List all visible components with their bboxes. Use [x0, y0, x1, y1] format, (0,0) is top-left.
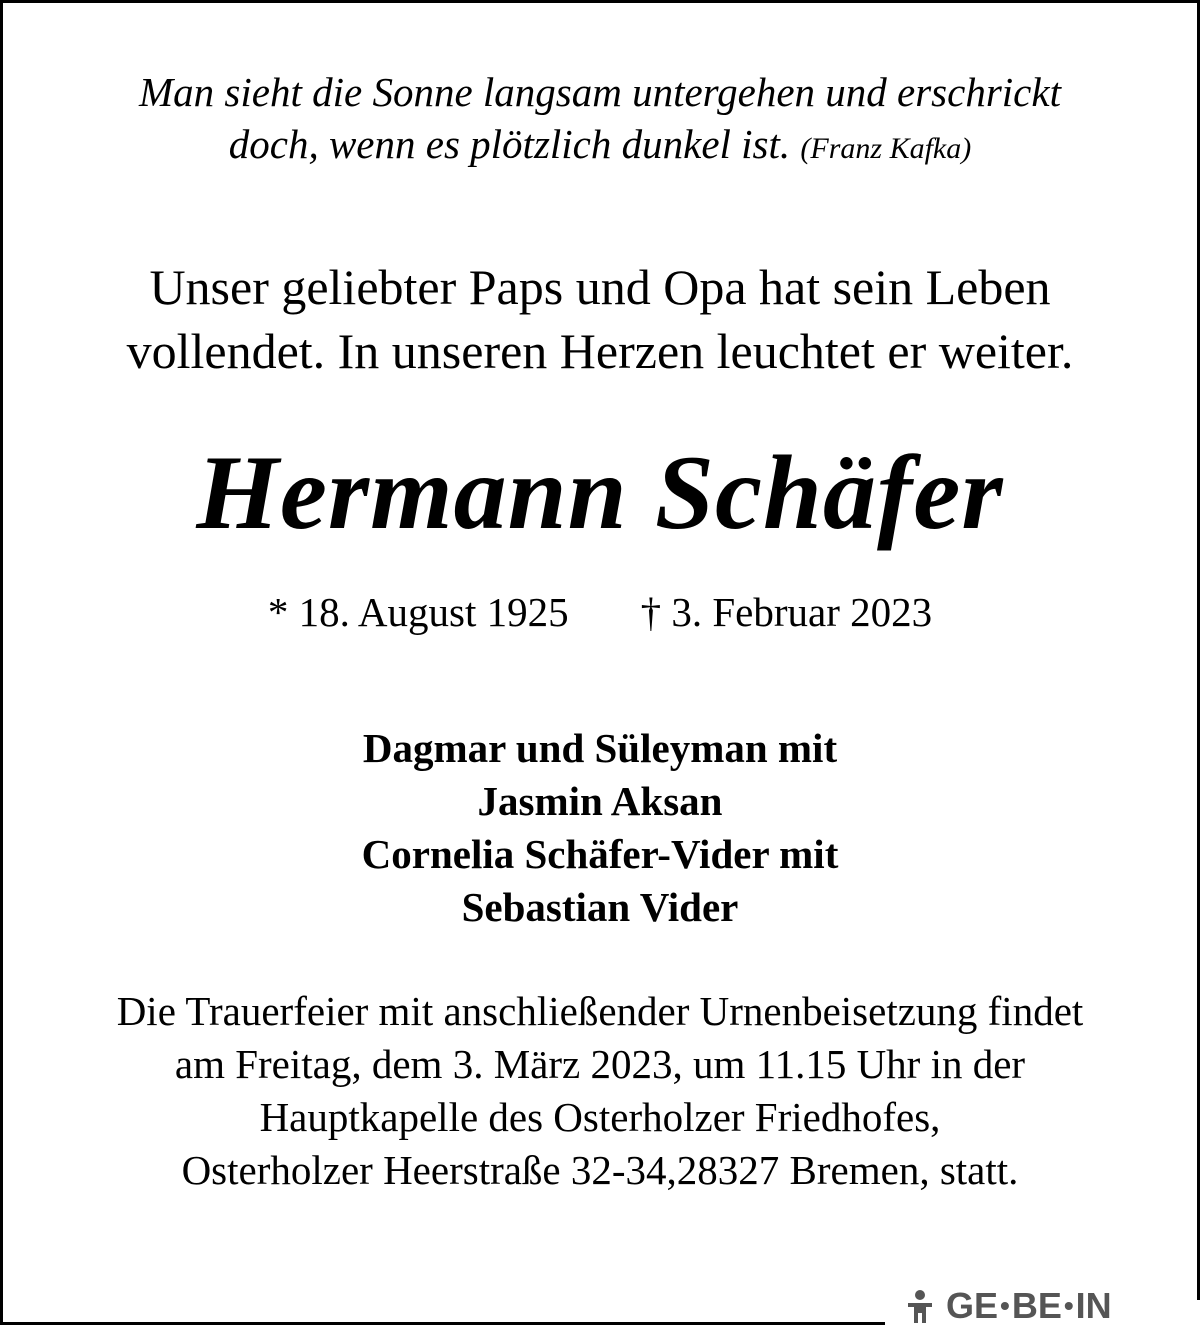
- intro-line-2: vollendet. In unseren Herzen leuchtet er weiter.: [126, 323, 1074, 379]
- intro-line-1: Unser geliebter Paps und Opa hat sein Leben: [149, 259, 1051, 315]
- deceased-name: Hermann Schäfer: [196, 434, 1004, 551]
- death-date: † 3. Februar 2023: [640, 589, 933, 635]
- logo-text-in: IN: [1075, 1285, 1112, 1326]
- quote-text: doch, wenn es plötzlich dunkel ist.: [228, 121, 791, 167]
- family-line: Dagmar und Süleyman mit: [362, 725, 838, 771]
- logo-text-be: BE: [1011, 1285, 1062, 1326]
- service-notice-line: Hauptkapelle des Osterholzer Friedhofes,: [259, 1094, 941, 1140]
- service-notice-line: Osterholzer Heerstraße 32-34,28327 Bremen, statt.: [181, 1147, 1019, 1193]
- quote-line-1: Man sieht die Sonne langsam untergehen und erschrickt: [139, 69, 1061, 115]
- service-notice-line: Die Trauerfeier mit anschließender Urnenbeisetzung findet: [116, 988, 1084, 1034]
- logo-separator: •: [1063, 1290, 1074, 1321]
- family-line: Sebastian Vider: [461, 884, 739, 930]
- logo-text-ge: GE: [946, 1285, 999, 1326]
- logo-separator: •: [1000, 1290, 1010, 1321]
- gebein-logo: [900, 1287, 1112, 1325]
- service-notice-line: am Freitag, dem 3. März 2023, um 11.15 Uhr in der: [174, 1041, 1026, 1087]
- family-line: Jasmin Aksan: [477, 778, 723, 824]
- life-dates: [0, 588, 1200, 636]
- family-line: Cornelia Schäfer-Vider mit: [361, 831, 839, 877]
- birth-date: * 18. August 1925: [267, 589, 569, 635]
- quote-line-2: [0, 120, 1200, 168]
- gebein-figure-icon: [900, 1289, 940, 1323]
- quote-author: (Franz Kafka): [800, 132, 972, 165]
